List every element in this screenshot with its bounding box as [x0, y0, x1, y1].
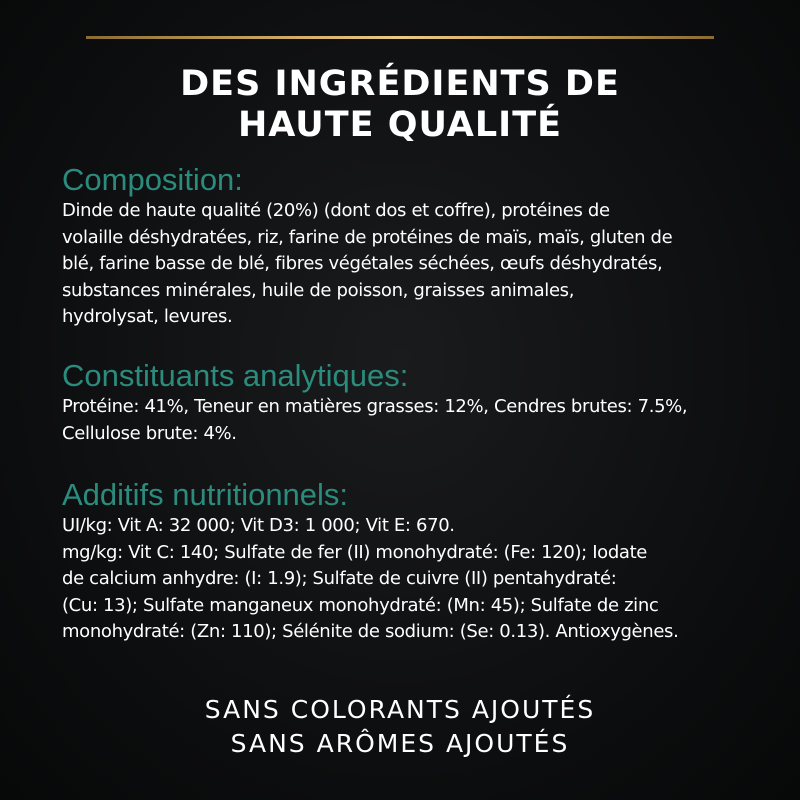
additives-line: (Cu: 13); Sulfate manganeux monohydraté: (Mn: 45); Sulfate de zinc: [62, 594, 659, 616]
additives-title: Additifs nutritionnels:: [62, 477, 349, 512]
composition-text: [62, 198, 792, 331]
composition-section: [62, 163, 792, 331]
analytical-line: Cellulose brute: 4%.: [62, 422, 237, 444]
composition-line: Dinde de haute qualité (20%) (dont dos et coffre), protéines de: [62, 200, 610, 221]
additives-line: monohydraté: (Zn: 110); Sélénite de sodium: (Se: 0.13). Antioxygènes.: [62, 621, 679, 642]
additives-section: [62, 478, 792, 646]
composition-line: hydrolysat, levures.: [62, 306, 233, 327]
composition-title: Composition:: [62, 162, 243, 197]
composition-line: substances minérales, huile de poisson, graisses animales,: [62, 279, 575, 301]
additives-line: de calcium anhydre: (I: 1.9); Sulfate de cuivre (II) pentahydraté:: [62, 568, 617, 589]
analytical-section: [62, 359, 792, 447]
additives-line: UI/kg: Vit A: 32 000; Vit D3: 1 000; Vit E: 670.: [62, 515, 455, 536]
composition-line: blé, farine basse de blé, fibres végétales séchées, œufs déshydratés,: [62, 253, 663, 274]
analytical-line: Protéine: 41%, Teneur en matières grasses: 12%, Cendres brutes: 7.5%,: [62, 396, 688, 417]
footer-line-2: SANS ARÔMES AJOUTÉS: [230, 729, 570, 758]
footer-claims: [0, 693, 800, 761]
gold-divider: [86, 36, 714, 39]
composition-line: volaille déshydratées, riz, farine de protéines de maïs, maïs, gluten de: [62, 226, 673, 248]
page-headline: [0, 64, 800, 146]
headline-line-2: HAUTE QUALITÉ: [238, 105, 562, 145]
footer-line-1: SANS COLORANTS AJOUTÉS: [204, 695, 596, 724]
headline-line-1: DES INGRÉDIENTS DE: [180, 64, 620, 104]
additives-line: mg/kg: Vit C: 140; Sulfate de fer (II) monohydraté: (Fe: 120); Iodate: [62, 541, 648, 563]
analytical-title: Constituants analytiques:: [62, 358, 409, 393]
additives-text: [62, 513, 792, 646]
analytical-text: [62, 394, 792, 447]
